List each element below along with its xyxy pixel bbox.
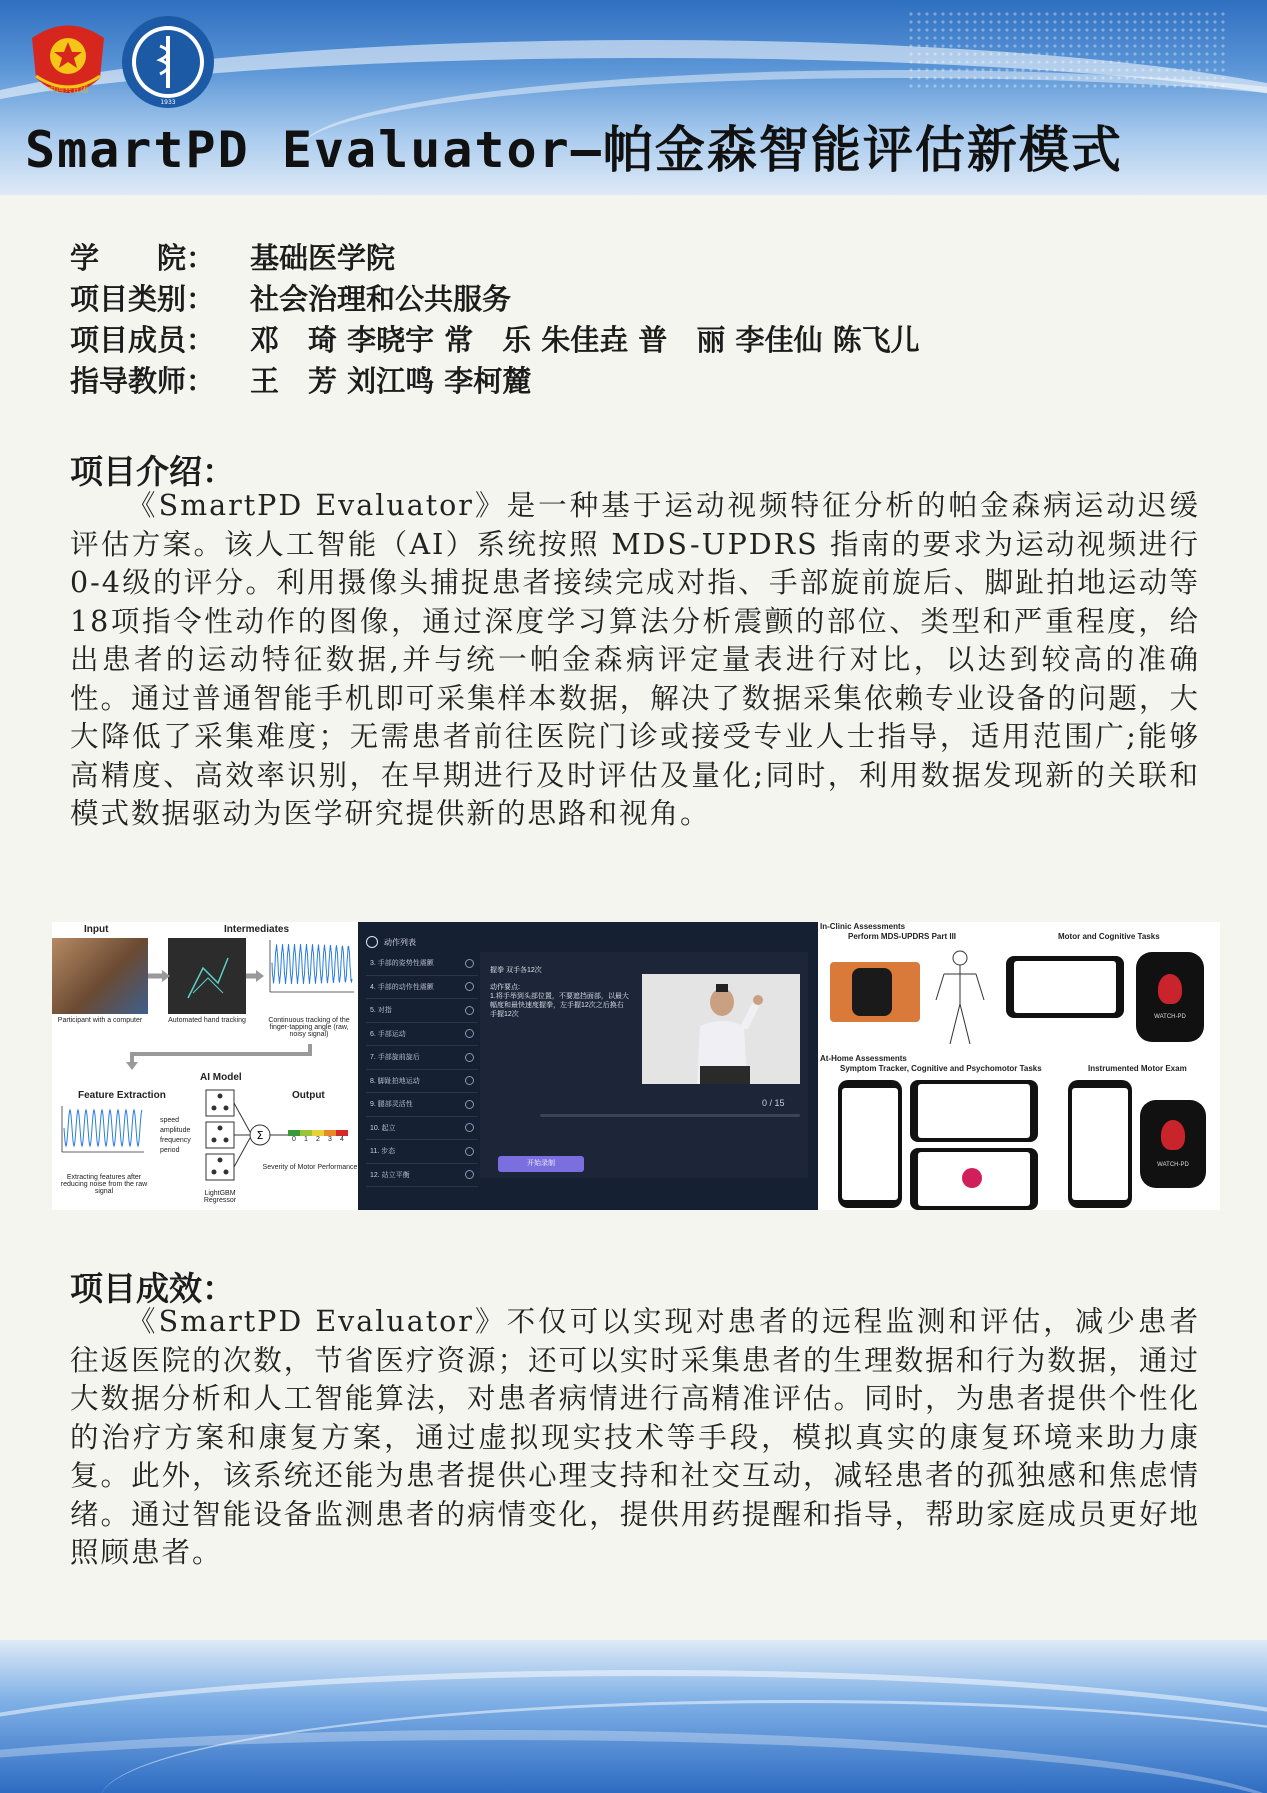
task-steps: 动作要点: 1.将手举到头部位置，不要遮挡面部，以最大幅度和最快速度握拳，左手握12次之后换右手握12次 xyxy=(490,984,629,1018)
in-clinic-label: In-Clinic Assessments xyxy=(820,922,906,931)
progress-counter: 0 / 15 xyxy=(762,1098,785,1108)
tracking-caption: Automated hand tracking xyxy=(168,1017,246,1024)
clean-signal-plot xyxy=(56,1104,146,1160)
menu-item-label: 9. 腿部灵活性 xyxy=(370,1101,413,1109)
model-trees-icon xyxy=(204,1086,294,1196)
menu-item-label: 5. 对指 xyxy=(370,1007,392,1015)
watch-brand: WATCH-PD xyxy=(1154,1014,1186,1020)
menu-item[interactable] xyxy=(366,1093,478,1117)
menu-item[interactable] xyxy=(366,1117,478,1141)
ai-model-label: AI Model xyxy=(200,1072,242,1083)
feature-item: amplitude xyxy=(160,1127,191,1134)
menu-item-label: 3. 手部的姿势性震颤 xyxy=(370,960,434,968)
college-label: 学 院： xyxy=(70,241,216,275)
severity-cell xyxy=(336,1130,348,1143)
info-row-members xyxy=(70,320,920,361)
menu-item[interactable] xyxy=(366,1140,478,1164)
phone-psychomotor xyxy=(910,1148,1038,1210)
header-dot-pattern xyxy=(907,10,1227,90)
info-row-category xyxy=(70,279,920,320)
output-label: Output xyxy=(292,1090,325,1101)
at-home-label: At-Home Assessments xyxy=(820,1054,907,1063)
menu-title: 动作列表 xyxy=(384,937,416,947)
info-row-advisors xyxy=(70,361,920,402)
input-label: Input xyxy=(84,924,109,935)
menu-item[interactable] xyxy=(366,1046,478,1070)
play-icon xyxy=(465,1100,474,1109)
outcome-heading: 项目成效： xyxy=(70,1269,235,1308)
start-recording-button[interactable]: 开始录制 xyxy=(498,1156,584,1172)
menu-item-label: 10. 起立 xyxy=(370,1124,396,1132)
severity-label: 4 xyxy=(340,1136,344,1143)
svg-text:Σ: Σ xyxy=(256,1129,264,1142)
feature-item: period xyxy=(160,1147,180,1154)
app-screenshot xyxy=(358,922,818,1210)
play-icon xyxy=(465,1076,474,1085)
menu-item[interactable] xyxy=(366,1164,478,1188)
footer-banner xyxy=(0,1640,1267,1793)
participant-caption: Participant with a computer xyxy=(57,1017,143,1024)
svg-text:1933: 1933 xyxy=(160,99,176,106)
intro-heading: 项目介绍： xyxy=(70,452,235,491)
severity-cell xyxy=(324,1130,336,1143)
advisors-value: 王 芳 刘江鸣 李柯麓 xyxy=(250,364,532,398)
category-label: 项目类别： xyxy=(70,282,216,316)
severity-cell xyxy=(312,1130,324,1143)
header-banner xyxy=(0,0,1267,195)
members-label: 项目成员： xyxy=(70,323,216,357)
severity-label: 1 xyxy=(304,1136,308,1143)
menu-item-label: 11. 步态 xyxy=(370,1148,396,1156)
phone-instrumented xyxy=(1068,1080,1132,1208)
severity-label: 2 xyxy=(316,1136,320,1143)
feature-item: speed xyxy=(160,1117,180,1124)
watch-figure xyxy=(818,922,1220,1210)
college-value: 基础医学院 xyxy=(250,241,396,275)
motor-cog-label: Motor and Cognitive Tasks xyxy=(1058,932,1160,941)
advisors-label: 指导教师： xyxy=(70,364,216,398)
task-panel xyxy=(480,952,808,1178)
demo-video xyxy=(642,974,800,1084)
members-value: 邓 琦 李晓宇 常 乐 朱佳垚 普 丽 李佳仙 陈飞儿 xyxy=(250,323,920,357)
menu-item[interactable] xyxy=(366,1070,478,1094)
regressor-caption: LightGBM Regressor xyxy=(203,1190,237,1204)
play-icon xyxy=(465,1029,474,1038)
play-icon xyxy=(465,1123,474,1132)
play-icon xyxy=(465,1147,474,1156)
menu-item-label: 12. 站立平衡 xyxy=(370,1171,410,1179)
menu-item[interactable] xyxy=(366,952,478,976)
svg-text:中国共青团: 中国共青团 xyxy=(48,85,88,94)
menu-header xyxy=(366,932,478,952)
menu-item-label: 7. 手部旋前旋后 xyxy=(370,1054,420,1062)
play-icon xyxy=(465,1006,474,1015)
severity-cell xyxy=(300,1130,312,1143)
severity-cell xyxy=(288,1130,300,1143)
menu-item[interactable] xyxy=(366,999,478,1023)
info-row-college xyxy=(70,238,920,279)
task-description xyxy=(490,966,630,1019)
category-value: 社会治理和公共服务 xyxy=(250,282,512,316)
menu-item-label: 8. 脚趾拍地运动 xyxy=(370,1077,420,1085)
outcome-paragraph: 《SmartPD Evaluator》不仅可以实现对患者的远程监测和评估，减少患者往返医院的次数，节省医疗资源；还可以实时采集患者的生理数据和行为数据，通过大数据分析和人工智能算法，对患者病情进行高精准评估。同时，为患者提供个性化的治疗方案和康复方案，通过虚拟现实技术等手段，模拟真实的康复环境来助力康复。此外，该系统还能为患者提供心理支持和社交互动，减轻患者的孤独感和焦虑情绪。通过智能设备监测患者的病情变化，提供用药提醒和指导，帮助家庭成员更好地照顾患者。 xyxy=(70,1305,1200,1569)
body-outline-icon xyxy=(930,948,990,1048)
youth-league-badge-icon xyxy=(22,18,114,110)
play-icon xyxy=(465,1053,474,1062)
back-icon xyxy=(366,936,378,948)
watch-brand: WATCH-PD xyxy=(1157,1162,1189,1168)
progress-track xyxy=(540,1114,800,1117)
red-watch-clinic xyxy=(1136,952,1204,1042)
menu-item[interactable] xyxy=(366,976,478,1000)
continuous-caption: Continuous tracking of the finger-tapping angle (raw, noisy signal) xyxy=(268,1017,350,1038)
wrist-watch-photo xyxy=(830,962,920,1022)
severity-scale xyxy=(288,1130,348,1143)
severity-label: 0 xyxy=(292,1136,296,1143)
task-title: 握拳 双手各12次 xyxy=(490,967,542,974)
phone-symptom xyxy=(838,1080,902,1208)
symptom-label: Symptom Tracker, Cognitive and Psychomotor Tasks xyxy=(840,1064,1042,1073)
severity-caption: Severity of Motor Performance xyxy=(262,1164,358,1171)
pipeline-figure xyxy=(52,922,358,1210)
kunming-medical-university-seal-icon xyxy=(120,14,216,110)
intermediates-label: Intermediates xyxy=(224,924,290,935)
figure-strip xyxy=(52,922,1220,1210)
phone-cognitive xyxy=(910,1080,1038,1142)
action-list-menu xyxy=(366,932,478,1187)
feature-item: frequency xyxy=(160,1137,191,1144)
instrumented-label: Instrumented Motor Exam xyxy=(1088,1064,1187,1073)
play-icon xyxy=(465,982,474,991)
play-icon xyxy=(465,959,474,968)
severity-label: 3 xyxy=(328,1136,332,1143)
feature-extraction-label: Feature Extraction xyxy=(78,1090,166,1101)
project-info xyxy=(70,238,920,402)
menu-item[interactable] xyxy=(366,1023,478,1047)
play-icon xyxy=(465,1170,474,1179)
extracting-caption: Extracting features after reducing noise from the raw signal xyxy=(60,1174,148,1195)
menu-item-label: 4. 手部的动作性震颤 xyxy=(370,983,434,991)
intro-paragraph: 《SmartPD Evaluator》是一种基于运动视频特征分析的帕金森病运动迟缓评估方案。该人工智能（AI）系统按照 MDS-UPDRS 指南的要求为运动视频进行0-4级的评分。利用摄像头捕捉患者接续完成对指、手部旋前旋后、脚趾拍地运动等18项指令性动作的图像，通过深度学习算法分析震颤的部位、类型和严重程度，给出患者的运动特征数据,并与统一帕金森病评定量表进行对比，以达到较高的准确性。通过普通智能手机即可采集样本数据，解决了数据采集依赖专业设备的问题，大大降低了采集难度；无需患者前往医院门诊或接受专业人士指导，适用范围广;能够高精度、高效率识别，在早期进行及时评估及量化;同时，利用数据发现新的关联和模式数据驱动为医学研究提供新的思路和视角。 xyxy=(70,489,1200,830)
feature-list xyxy=(160,1116,191,1156)
poster-title: SmartPD Evaluator—帕金森智能评估新模式 xyxy=(25,121,1123,179)
red-watch-home xyxy=(1140,1100,1206,1188)
mds-label: Perform MDS-UPDRS Part III xyxy=(848,932,957,941)
menu-item-label: 6. 手部运动 xyxy=(370,1030,406,1038)
phone-landscape-clinic xyxy=(1006,956,1124,1018)
